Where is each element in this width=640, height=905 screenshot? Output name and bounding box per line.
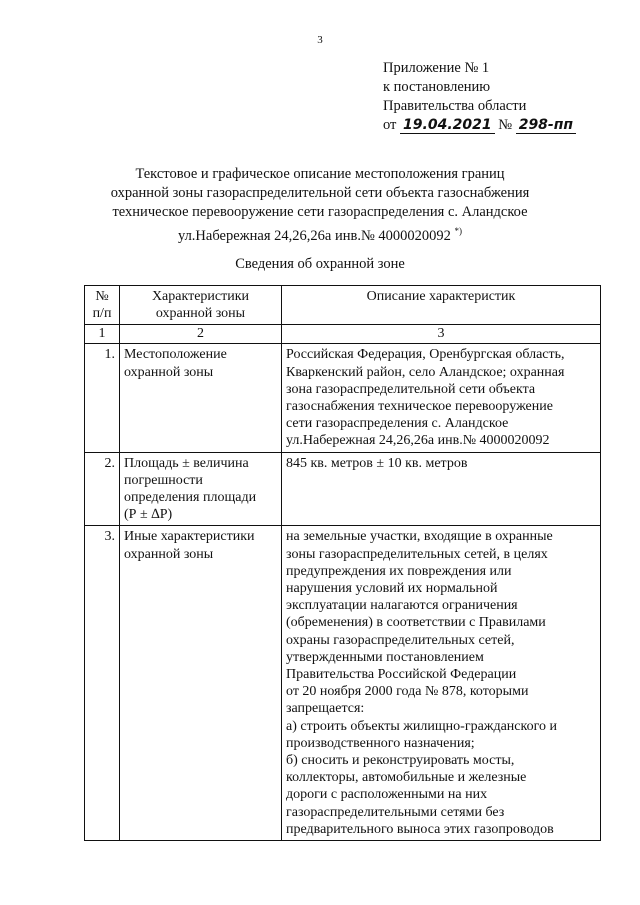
title-line-4-text: ул.Набережная 24,26,26а инв.№ 4000020092 xyxy=(177,227,451,244)
row-characteristic-line: погрешности xyxy=(124,472,203,488)
row-description-line: от 20 ноября 2000 года № 878, которыми xyxy=(286,684,529,700)
row-description-line: предварительного выноса этих газопроводов xyxy=(286,821,554,837)
column-number-row xyxy=(85,325,601,344)
row-characteristic xyxy=(120,344,282,452)
document-title xyxy=(0,165,640,246)
row-characteristic-line: Площадь ± величина xyxy=(124,455,249,471)
row-description-line: ул.Набережная 24,26,26а инв.№ 4000020092 xyxy=(286,433,550,449)
header-num xyxy=(85,286,120,325)
row-characteristic-line: определения площади xyxy=(124,490,257,506)
header-num-line-2: п/п xyxy=(92,306,112,322)
row-number: 1. xyxy=(85,344,120,452)
table-header-row xyxy=(85,286,601,325)
number-label: № xyxy=(498,117,513,133)
title-line-1: Текстовое и графическое описание местоположения границ xyxy=(135,166,505,182)
row-description-line: 845 кв. метров ± 10 кв. метров xyxy=(286,455,468,471)
title-line-3: техническое перевооружение сети газораспределения с. Аландское xyxy=(112,204,528,220)
protection-zone-table xyxy=(84,285,601,841)
page-number: 3 xyxy=(317,34,323,46)
header-num-line-1: № xyxy=(95,289,109,304)
row-description-line: производственного назначения; xyxy=(286,735,475,751)
row-number: 3. xyxy=(85,526,120,841)
header-characteristics xyxy=(120,286,282,325)
appendix-date-line xyxy=(383,116,576,135)
row-description-line: эксплуатации налагаются ограничения xyxy=(286,598,518,614)
table-row xyxy=(85,344,601,452)
title-line-4 xyxy=(0,222,640,246)
row-description-line: зона газораспределительной сети объекта xyxy=(286,381,536,397)
column-number-3: 3 xyxy=(282,325,601,344)
row-characteristic-line: охранной зоны xyxy=(124,364,214,380)
row-description-line: запрещается: xyxy=(286,701,365,717)
row-description-line: зоны газораспределительных сетей, в целях xyxy=(286,546,548,562)
appendix-block xyxy=(383,59,576,135)
row-description-line: коллекторы, автомобильные и железные xyxy=(286,770,527,786)
row-characteristic xyxy=(120,452,282,526)
header-characteristics-line-2: охранной зоны xyxy=(155,306,246,322)
title-line-2: охранной зоны газораспределительной сети объекта газоснабжения xyxy=(110,185,530,201)
appendix-line-2: к постановлению xyxy=(383,79,491,95)
row-description-line: б) сносить и реконструировать мосты, xyxy=(286,753,515,769)
row-description-line: предупреждения их повреждения или xyxy=(286,563,512,579)
table-row xyxy=(85,526,601,841)
table-row xyxy=(85,452,601,526)
handwritten-date: 19.04.2021 xyxy=(400,117,495,134)
row-description-line: Правительства Российской Федерации xyxy=(286,667,517,683)
row-characteristic-line: Иные характеристики xyxy=(124,529,255,545)
appendix-line-1: Приложение № 1 xyxy=(383,60,490,76)
row-description-line: сети газораспределения с. Аландское xyxy=(286,416,509,432)
row-description-line: а) строить объекты жилищно-гражданского и xyxy=(286,718,557,734)
row-description-line: на земельные участки, входящие в охранные xyxy=(286,529,553,545)
row-description xyxy=(282,526,601,841)
row-characteristic xyxy=(120,526,282,841)
row-description-line: газораспределительными сетями без xyxy=(286,804,505,820)
row-description xyxy=(282,344,601,452)
row-description-line: (обременения) в соответствии с Правилами xyxy=(286,615,546,631)
appendix-line-3: Правительства области xyxy=(383,98,527,114)
column-number-1: 1 xyxy=(85,325,120,344)
handwritten-number: 298-пп xyxy=(516,117,576,134)
row-description-line: газоснабжения техническое перевооружение xyxy=(286,399,553,415)
row-characteristic-line: Местоположение xyxy=(124,347,227,363)
row-description-line: Кваркенский район, село Аландское; охранная xyxy=(286,364,565,380)
column-number-2: 2 xyxy=(120,325,282,344)
header-description: Описание характеристик xyxy=(282,286,601,325)
section-title: Сведения об охранной зоне xyxy=(235,256,405,272)
row-number: 2. xyxy=(85,452,120,526)
row-description xyxy=(282,452,601,526)
row-description-line: Российская Федерация, Оренбургская область, xyxy=(286,347,565,363)
row-description-line: нарушения условий их нормальной xyxy=(286,581,498,597)
row-description-line: дороги с расположенными на них xyxy=(286,787,488,803)
from-label: от xyxy=(383,117,397,133)
footnote-mark: *) xyxy=(454,226,463,236)
row-description-line: утвержденными постановлением xyxy=(286,649,484,665)
row-characteristic-line: (Р ± ∆Р) xyxy=(124,507,173,523)
row-characteristic-line: охранной зоны xyxy=(124,546,214,562)
header-characteristics-line-1: Характеристики xyxy=(151,289,250,304)
row-description-line: охраны газораспределительных сетей, xyxy=(286,632,515,648)
